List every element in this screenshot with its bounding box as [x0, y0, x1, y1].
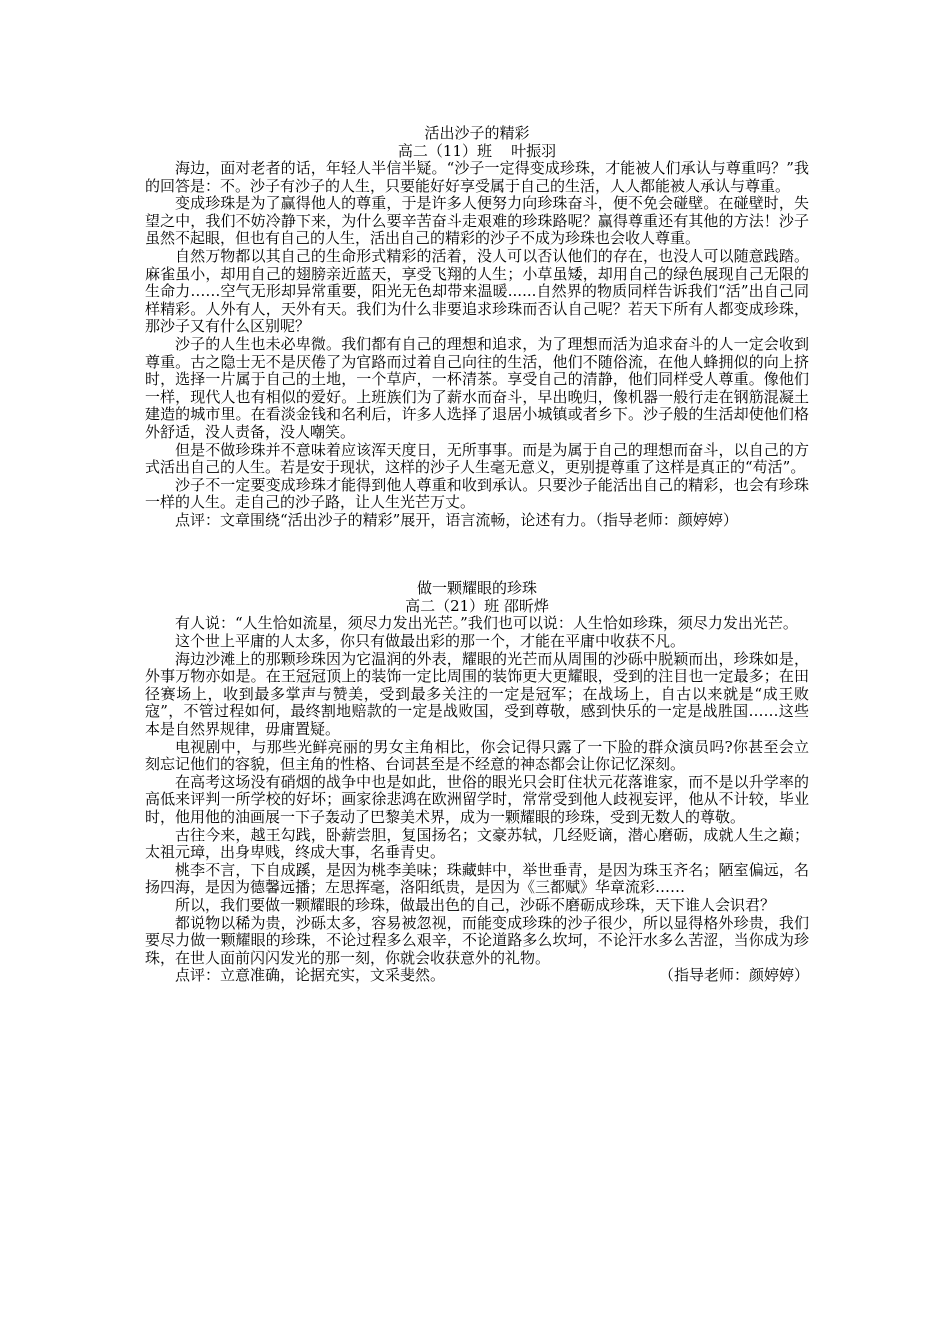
essay-2-paragraph: 古往今来，越王勾践，卧薪尝胆，复国扬名；文豪苏轼，几经贬谪，潜心磨砺，成就人生之巅；太祖元璋，出身卑贱，终成大事，名垂青史。 [145, 825, 809, 862]
essay-2-title: 做一颗耀眼的珍珠 [416, 579, 537, 598]
essay-2-byline: 高二（21）班 邵昕烨 [405, 597, 549, 616]
essay-1-paragraph: 沙子不一定要变成珍珠才能得到他人尊重和收到承认。只要沙子能活出自己的精彩，也会有珍珠一样的人生。走自己的沙子路，让人生光芒万丈。 [145, 475, 809, 512]
section-gap [145, 529, 809, 579]
essay-2-comment-advisor: （指导老师：颜婷婷） [658, 966, 809, 985]
essay-2-paragraph: 海边沙滩上的那颗珍珠因为它温润的外表，耀眼的光芒而从周围的沙砾中脱颖而出，珍珠如是，外事万物亦如是。在王冠冠顶上的装饰一定比周围的装饰更大更耀眼，受到的注目也一定最多；在田径赛场上，收到最多掌声与赞美，受到最多关注的一定是冠军；在战场上，自古以来就是“成王败寇”，不管过程如何，最终割地赔款的一定是战败国，受到尊敬，感到快乐的一定是战胜国……这些本是自然界规律，毋庸置疑。 [145, 649, 809, 739]
essay-2-comment-text: 点评：立意准确，论据充实，文采斐然。 [175, 966, 446, 985]
essay-1-paragraph: 但是不做珍珠并不意味着应该浑天度日，无所事事。而是为属于自己的理想而奋斗，以自己的方式活出自己的人生。若是安于现状，这样的沙子人生毫无意义，更别提尊重了这样是真正的“苟活”。 [145, 440, 809, 477]
document-page [145, 124, 809, 985]
essay-2-paragraph: 都说物以稀为贵，沙砾太多，容易被忽视，而能变成珍珠的沙子很少，所以显得格外珍贵，我们要尽力做一颗耀眼的珍珠，不论过程多么艰辛，不论道路多么坎坷，不论汗水多么苦涩，当你成为珍珠，在世人面前闪闪发光的那一刻，你就会收获意外的礼物。 [145, 913, 809, 967]
essay-1-title: 活出沙子的精彩 [424, 124, 530, 142]
essay-2 [145, 579, 809, 984]
essay-1-paragraph: 自然万物都以其自己的生命形式精彩的活着，没人可以否认他们的存在，也没人可以随意践踏。麻雀虽小，却用自己的翅膀亲近蓝天，享受飞翔的人生；小草虽矮，却用自己的绿色展现自己无限的生命力……空气无形却异常重要，阳光无色却带来温暖......自然界的物质同样告诉我们“活”出自己同样精彩。人外有人，天外有天。我们为什么非要追求珍珠而否认自己呢？若天下所有人都变成珍珠，那沙子又有什么区别呢？ [145, 246, 809, 336]
essay-2-paragraph: 所以，我们要做一颗耀眼的珍珠，做最出色的自己，沙砾不磨砺成珍珠，天下谁人会识君？ [175, 895, 776, 914]
essay-1-paragraph: 沙子的人生也未必卑微。我们都有自己的理想和追求，为了理想而活为追求奋斗的人一定会收到尊重。古之隐士无不是厌倦了为官路而过着自己向往的生活，他们不随俗流，在他人蜂拥似的向上挤时，选择一片属于自己的土地，一个草庐，一杯清茶。享受自己的清静，他们同样受人尊重。像他们一样，现代人也有相似的爱好。上班族们为了薪水而奋斗，早出晚归，像机器一般行走在钢筋混凝土建造的城市里。在看淡金钱和名利后，许多人选择了退居小城镇或者乡下。沙子般的生活却使他们格外舒适，没人责备，没人嘲笑。 [145, 334, 809, 441]
essay-2-paragraph: 在高考这场没有硝烟的战争中也是如此，世俗的眼光只会盯住状元花落谁家，而不是以升学率的高低来评判一所学校的好坏；画家徐悲鸿在欧洲留学时，常常受到他人歧视妄评，他从不计较，毕业时，他用他的油画展一下子轰动了巴黎美术界，成为一颗耀眼的珍珠，受到无数人的尊敬。 [145, 772, 809, 826]
essay-2-paragraph: 电视剧中，与那些光鲜亮丽的男女主角相比，你会记得只露了一下脸的群众演员吗?你甚至会立刻忘记他们的容貌，但主角的性格、台词甚至是不经意的神态都会让你记忆深刻。 [145, 737, 809, 774]
essay-1-comment: 点评：文章围绕“活出沙子的精彩”展开，语言流畅，论述有力。（指导老师：颜婷婷） [175, 510, 738, 529]
essay-1-byline: 高二（11）班 叶振羽 [397, 142, 557, 160]
essay-1-paragraph: 海边，面对老者的话，年轻人半信半疑。“沙子一定得变成珍珠，才能被人们承认与尊重吗？”我的回答是：不。沙子有沙子的人生，只要能好好享受属于自己的生活，人人都能被人承认与尊重。 [145, 159, 809, 195]
essay-2-comment [145, 967, 809, 985]
essay-2-paragraph: 有人说：“人生恰如流星，须尽力发出光芒。”我们也可以说：人生恰如珍珠，须尽力发出光芒。 [175, 614, 798, 633]
essay-2-paragraph: 这个世上平庸的人太多，你只有做最出彩的那一个，才能在平庸中收获不凡。 [175, 632, 686, 651]
essay-1 [145, 124, 809, 529]
essay-1-paragraph: 变成珍珠是为了赢得他人的尊重，于是许多人便努力向珍珠奋斗，便不免会碰壁。在碰壁时，失望之中，我们不妨冷静下来，为什么要辛苦奋斗走艰难的珍珠路呢？赢得尊重还有其他的方法！沙子虽然不起眼，但也有自己的人生，活出自己的精彩的沙子不成为珍珠也会收人尊重。 [145, 194, 809, 248]
essay-2-paragraph: 桃李不言，下自成蹊，是因为桃李美味；珠藏蚌中，举世垂青，是因为珠玉齐名；陋室偏远，名扬四海，是因为德馨远播；左思挥毫，洛阳纸贵，是因为《三都赋》华章流彩…… [145, 860, 809, 897]
